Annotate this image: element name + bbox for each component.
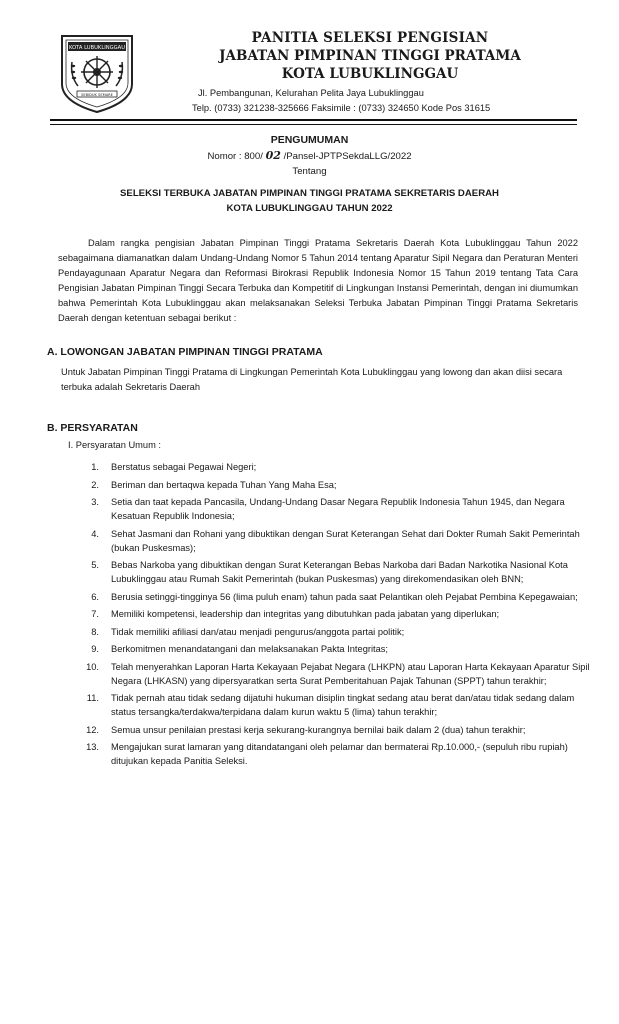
announcement-subject-line1: SELEKSI TERBUKA JABATAN PIMPINAN TINGGI PRATAMA SEKRETARIS DAERAH — [120, 188, 499, 199]
list-item-number: 13. — [86, 742, 99, 752]
list-item-text: Mengajukan surat lamaran yang ditandatangani oleh pelamar dan bermaterai Rp.10.000,- (sepuluh ribu rupiah) ditujukan kepada Panitia Seleksi. — [111, 742, 568, 766]
list-item-number: 1. — [91, 462, 99, 472]
list-item — [72, 460, 592, 474]
letterhead-divider-thick — [50, 119, 577, 121]
section-b-subheading: I. Persyaratan Umum : — [68, 440, 161, 450]
list-item-number: 3. — [91, 497, 99, 507]
logo-motto-text: SEBIDUK SEMARE — [81, 92, 113, 97]
list-item-number: 2. — [91, 479, 99, 490]
section-a-heading: A. LOWONGAN JABATAN PIMPINAN TINGGI PRATAMA — [47, 346, 323, 358]
list-item-text: Bebas Narkoba yang dibuktikan dengan Surat Keterangan Bebas Narkoba dari Badan Narkotika Nasional Kota Lubuklinggau atau Rumah Sakit Pemerintah (bukan Puskesmas) yang direkomendasikan oleh BNN; — [111, 560, 568, 584]
number-suffix: /Pansel-JPTPSekdaLLG/2022 — [283, 151, 412, 162]
list-item-text: Berusia setinggi-tingginya 56 (lima puluh enam) tahun pada saat Pelantikan oleh Pejabat Pembina Kepegawaian; — [111, 591, 578, 602]
list-item — [72, 660, 592, 688]
list-item — [72, 740, 592, 768]
list-item — [72, 723, 592, 737]
list-item-number: 6. — [91, 591, 99, 602]
list-item — [72, 590, 592, 604]
list-item — [72, 478, 592, 492]
list-item-text: Telah menyerahkan Laporan Harta Kekayaan Pejabat Negara (LHKPN) atau Laporan Harta Kekayaan Aparatur Sipil Negara (LHKASN) yang dipersyaratkan serta Surat Pemberitahuan Pajak Tahunan (SPPT) tahun terakhir; — [111, 661, 590, 686]
header-contact: Telp. (0733) 321238-325666 Faksimile : (0733) 324650 Kode Pos 31615 — [192, 103, 491, 113]
list-item-number: 12. — [86, 724, 99, 735]
list-item-text: Setia dan taat kepada Pancasila, Undang-Undang Dasar Negara Republik Indonesia Tahun 1945, dan Negara Kesatuan Republik Indonesia; — [111, 497, 565, 521]
list-item-text: Tidak pernah atau tidak sedang dijatuhi hukuman disiplin tingkat sedang atau berat dan/atau tidak sedang dalam status tersangka/terdakwa/terpidana dalam kurun waktu 5 (lima) tahun terakhir; — [111, 693, 575, 717]
list-item-number: 10. — [86, 661, 99, 672]
announcement-number — [0, 149, 619, 162]
number-prefix: Nomor : 800/ — [207, 151, 263, 162]
header-address: Jl. Pembangunan, Kelurahan Pelita Jaya Lubuklinggau — [198, 88, 424, 98]
list-item-number: 11. — [86, 693, 99, 703]
list-item — [72, 625, 592, 639]
announcement-about-label: Tentang — [292, 166, 327, 177]
list-item-number: 4. — [91, 528, 99, 539]
number-handwritten: 02 — [265, 149, 281, 162]
city-emblem-logo — [56, 32, 138, 114]
header-title-line3: KOTA LUBUKLINGGAU — [281, 66, 459, 82]
list-item-text: Berkomitmen menandatangani dan melaksanakan Pakta Integritas; — [111, 644, 389, 654]
announcement-subject-line2: KOTA LUBUKLINGGAU TAHUN 2022 — [226, 203, 393, 214]
logo-top-text: KOTA LUBUKLINGGAU — [68, 45, 126, 51]
list-item — [72, 558, 592, 586]
list-item — [72, 527, 592, 555]
list-item — [72, 495, 592, 523]
list-item-text: Sehat Jasmani dan Rohani yang dibuktikan dengan Surat Keterangan Sehat dari Dokter Rumah Sakit Pemerintah (bukan Puskesmas); — [111, 528, 580, 553]
requirements-list — [72, 460, 592, 772]
list-item — [72, 642, 592, 656]
list-item-number: 7. — [91, 609, 99, 619]
list-item-text: Memiliki kompetensi, leadership dan integritas yang dibutuhkan pada jabatan yang diperlukan; — [111, 609, 500, 619]
list-item-number: 8. — [91, 626, 99, 637]
intro-paragraph: Dalam rangka pengisian Jabatan Pimpinan Tinggi Pratama Sekretaris Daerah Kota Lubuklinggau Tahun 2022 sebagaimana diamanatkan dalam Undang-Undang Nomor 5 Tahun 2014 tentang Aparatur Sipil Negara dan Peraturan Menteri Pendayagunaan Aparatur Negara dan Reformasi Birokrasi Republik Indonesia Nomor 15 Tahun 2019 tentang Tata Cara Pengisian Jabatan Pimpinan Tinggi Secara Terbuka dan Kompetitif di Lingkungan Instansi Pemerintah, dengan ini diumumkan bahwa Pemerintah Kota Lubuklinggau akan melaksanakan Seleksi Terbuka Jabatan Pimpinan Tinggi Pratama Sekretaris Daerah dengan ketentuan sebagai berikut : — [58, 238, 578, 323]
list-item-text: Tidak memiliki afiliasi dan/atau menjadi pengurus/anggota partai politik; — [111, 626, 405, 637]
list-item-text: Berstatus sebagai Pegawai Negeri; — [111, 462, 257, 472]
letterhead-divider-thin — [50, 124, 577, 125]
list-item-text: Beriman dan bertaqwa kepada Tuhan Yang Maha Esa; — [111, 479, 337, 490]
list-item — [72, 691, 592, 719]
header-title-line2: JABATAN PIMPINAN TINGGI PRATAMA — [219, 48, 521, 64]
list-item — [72, 607, 592, 621]
section-a-text: Untuk Jabatan Pimpinan Tinggi Pratama di Lingkungan Pemerintah Kota Lubuklinggau yang lowong dan akan diisi secara terbuka adalah Sekretaris Daerah — [61, 367, 563, 392]
list-item-text: Semua unsur penilaian prestasi kerja sekurang-kurangnya bernilai baik dalam 2 (dua) tahun terakhir; — [111, 724, 526, 735]
list-item-number: 5. — [91, 560, 99, 570]
announcement-title: PENGUMUMAN — [270, 134, 349, 146]
header-title-line1: PANITIA SELEKSI PENGISIAN — [251, 30, 489, 46]
section-b-heading: B. PERSYARATAN — [47, 422, 138, 434]
list-item-number: 9. — [91, 644, 99, 654]
